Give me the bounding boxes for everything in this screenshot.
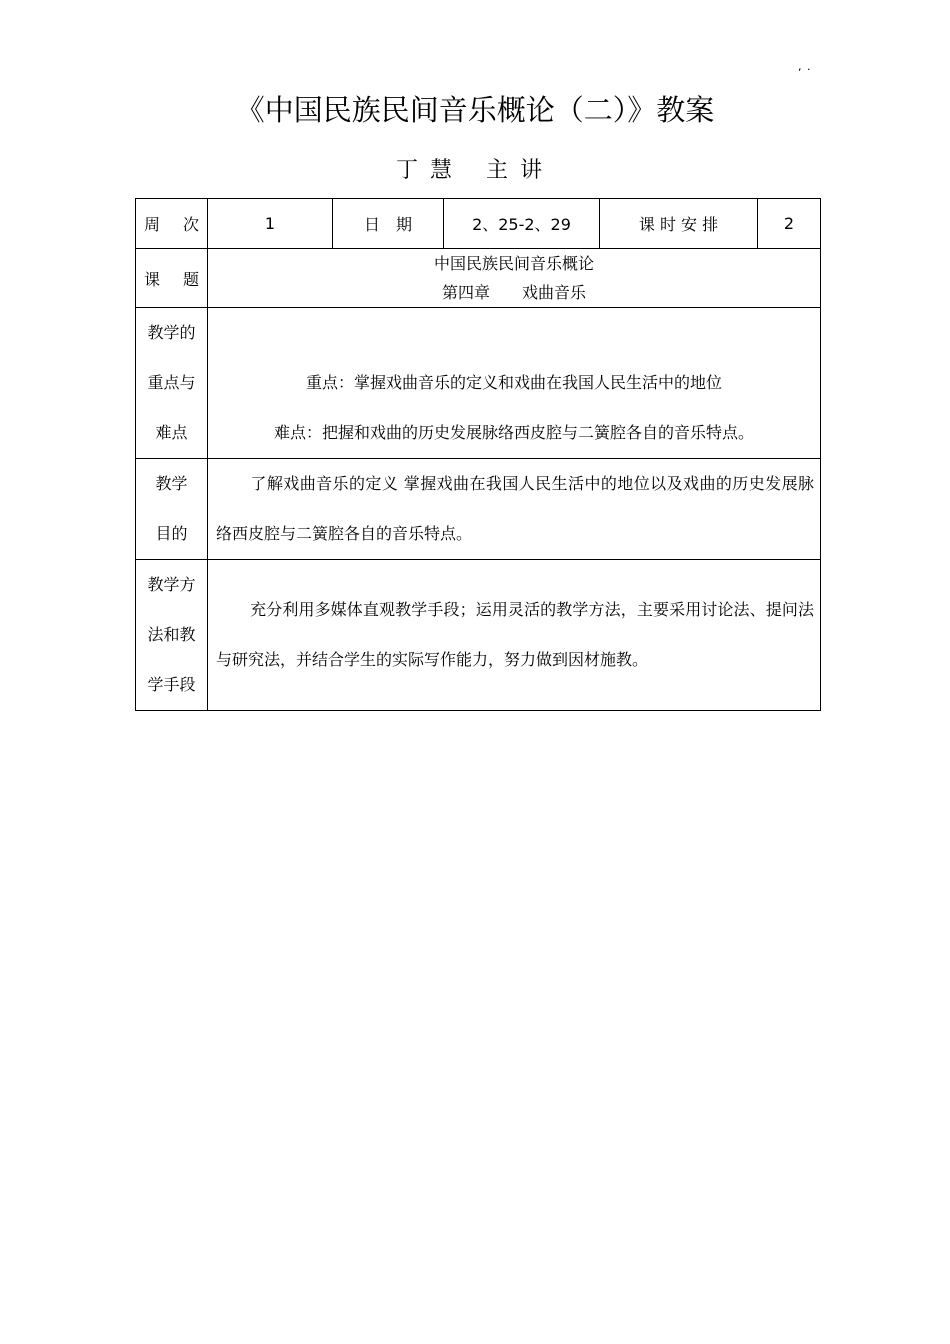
purpose-content [208, 459, 821, 560]
difficulty-text: 难点：把握和戏曲的历史发展脉络西皮腔与二簧腔各自的音乐特点。 [273, 423, 754, 442]
focus-text: 重点：掌握戏曲音乐的定义和戏曲在我国人民生活中的地位 [305, 373, 722, 392]
lecturer-name: 丁慧 [395, 158, 464, 183]
purpose-label-line: 目的 [155, 524, 188, 543]
method-label-line: 教学方 [147, 575, 196, 594]
table-row-week [136, 199, 821, 249]
table-row-method [136, 560, 821, 711]
purpose-label [136, 459, 208, 560]
lecturer-role: 主讲 [486, 158, 555, 183]
purpose-text: 了解戏曲音乐的定义 掌握戏曲在我国人民生活中的地位以及戏曲的历史发展脉络西皮腔与二簧腔各自的音乐特点。 [216, 474, 814, 543]
key-points-label-line: 难点 [155, 423, 188, 442]
corner-mark: , . [798, 60, 812, 73]
week-label: 周 次 [136, 199, 208, 249]
method-label-line: 法和教 [147, 625, 196, 644]
method-label-line: 学手段 [147, 675, 196, 694]
key-points-content [208, 308, 821, 459]
key-points-label-line: 重点与 [147, 373, 196, 392]
lesson-plan-table [135, 198, 821, 711]
key-points-label-line: 教学的 [147, 323, 196, 342]
table-row-topic [136, 249, 821, 308]
key-points-label [136, 308, 208, 459]
date-value: 2、25-2、29 [444, 199, 600, 249]
schedule-label: 课 时 安 排 [600, 199, 758, 249]
table-row-purpose [136, 459, 821, 560]
method-label [136, 560, 208, 711]
schedule-value: 2 [758, 199, 821, 249]
method-content [208, 560, 821, 711]
document-title: 《中国民族民间音乐概论（二）》教案 [235, 93, 715, 127]
week-value: 1 [208, 199, 333, 249]
purpose-label-line: 教学 [155, 474, 188, 493]
topic-chapter: 第四章 戏曲音乐 [441, 283, 586, 302]
date-label: 日 期 [333, 199, 444, 249]
topic-content [208, 249, 821, 308]
topic-course-name: 中国民族民间音乐概论 [433, 254, 594, 273]
method-text: 充分利用多媒体直观教学手段；运用灵活的教学方法，主要采用讨论法、提问法与研究法，并结合学生的实际写作能力，努力做到因材施教。 [216, 600, 814, 669]
lecturer-line [0, 153, 950, 184]
topic-label: 课 题 [136, 249, 208, 308]
table-row-key-points [136, 308, 821, 459]
